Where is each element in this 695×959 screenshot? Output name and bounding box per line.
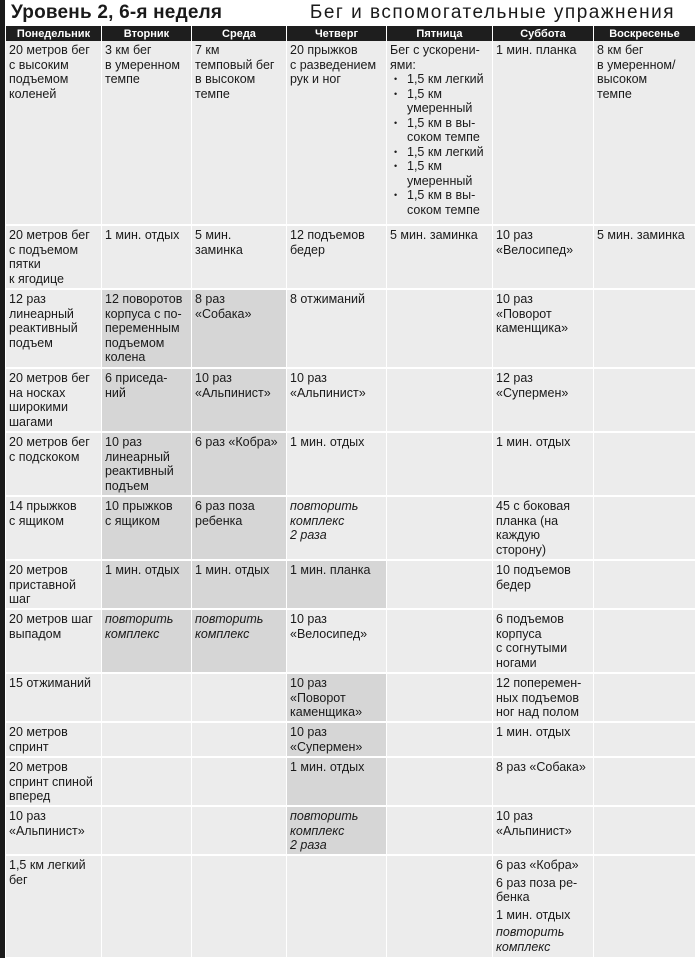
table-cell: 12 поперемен- ных подъемов ног над полом [493,673,594,722]
table-cell [192,722,287,757]
table-row [6,41,695,225]
table-cell [594,432,695,496]
table-cell: 6 раз «Кобра» [192,432,287,496]
table-cell [287,855,387,958]
table-cell [594,496,695,560]
table-cell: 1 мин. отдых [192,560,287,609]
table-cell: повторить комплекс [102,609,192,673]
table-cell [594,368,695,432]
table-row [6,496,695,560]
table-row [6,368,695,432]
table-cell: 20 метров приставной шаг [6,560,102,609]
header-friday: Пятница [387,26,493,41]
table-cell: 20 метров бег на носках широкими шагами [6,368,102,432]
table-cell: 10 раз «Альпинист» [192,368,287,432]
table-cell: повторить комплекс 2 раза [287,496,387,560]
table-cell: 10 раз «Супермен» [287,722,387,757]
table-cell: 3 км бег в умеренном темпе [102,41,192,225]
table-cell: 1 мин. отдых [287,757,387,806]
table-cell [102,722,192,757]
table-row [6,432,695,496]
table-cell: 10 прыжков с ящиком [102,496,192,560]
list-item: 1 мин. отдых [496,908,591,923]
table-cell: 8 раз «Собака» [493,757,594,806]
table-row [6,673,695,722]
table-cell [192,806,287,855]
table-row [6,806,695,855]
table-cell: 20 прыжков с разведением рук и ног [287,41,387,225]
table-cell: 10 раз «Велосипед» [493,225,594,289]
header-sunday: Воскресенье [594,26,695,41]
header-thursday: Четверг [287,26,387,41]
list-item: • 1,5 км в вы- соком темпе [390,188,490,217]
table-row [6,722,695,757]
table-cell: 20 метров шаг выпадом [6,609,102,673]
table-cell: 12 раз «Супермен» [493,368,594,432]
table-cell [192,855,287,958]
table-cell [594,560,695,609]
table-cell: повторить комплекс [192,609,287,673]
table-cell: 10 раз линеарный реактивный подъем [102,432,192,496]
intervals-list [390,72,490,217]
table-cell: 6 раз поза ребенка [192,496,287,560]
list-item: • 1,5 км в вы- соком темпе [390,116,490,145]
table-cell: повторить комплекс 2 раза [287,806,387,855]
table-cell: 10 раз «Альпинист» [6,806,102,855]
list-item: повторить комплекс [496,925,591,954]
table-cell [387,673,493,722]
table-cell [387,560,493,609]
table-cell [594,673,695,722]
table-cell: 8 раз «Собака» [192,289,287,368]
table-cell: 20 метров бег с подскоком [6,432,102,496]
page-title: Уровень 2, 6-я неделя [11,2,222,24]
table-cell: 12 раз линеарный реактивный подъем [6,289,102,368]
table-cell: 1 мин. отдых [102,560,192,609]
table-cell [594,722,695,757]
table-row [6,289,695,368]
table-cell: 15 отжиманий [6,673,102,722]
table-cell: 45 с боковая планка (на каждую сторону) [493,496,594,560]
table-cell: 10 раз «Велосипед» [287,609,387,673]
table-row [6,855,695,958]
table-cell [387,432,493,496]
table-cell: 1 мин. планка [287,560,387,609]
table-cell [102,757,192,806]
table-cell [594,806,695,855]
table-cell [594,609,695,673]
table-cell [102,855,192,958]
table-cell: 8 отжиманий [287,289,387,368]
list-item: • 1,5 км умеренный [390,159,490,188]
table-cell [192,673,287,722]
list-item: 6 раз «Кобра» [496,858,591,873]
list-item: • 1,5 км легкий [390,145,490,160]
header-saturday: Суббота [493,26,594,41]
table-cell [594,757,695,806]
table-cell: 5 мин. заминка [594,225,695,289]
header-tuesday: Вторник [102,26,192,41]
table-cell [387,289,493,368]
header-monday: Понедельник [6,26,102,41]
table-row [6,560,695,609]
table-cell: 5 мин. заминка [387,225,493,289]
table-row [6,757,695,806]
table-cell: 1 мин. отдых [493,432,594,496]
table-cell [387,855,493,958]
table-cell: 10 раз «Альпинист» [493,806,594,855]
header-row [6,26,695,41]
table-cell: 14 прыжков с ящиком [6,496,102,560]
table-cell: 1 мин. отдых [493,722,594,757]
table-cell: 6 подъемов корпуса с согнутыми ногами [493,609,594,673]
training-schedule-table [5,26,695,959]
page-subtitle: Бег и вспомогательные упражнения [310,2,675,24]
table-cell [192,757,287,806]
table-cell: 7 км темповый бег в высоком темпе [192,41,287,225]
table-cell [387,757,493,806]
list-item: • 1,5 км умеренный [390,87,490,116]
list-item: • 1,5 км легкий [390,72,490,87]
table-cell: 20 метров спринт [6,722,102,757]
table-cell: 20 метров спринт спиной вперед [6,757,102,806]
table-cell: 10 подъемов бедер [493,560,594,609]
table-cell [102,673,192,722]
table-cell [102,806,192,855]
table-cell: 10 раз «Поворот каменщика» [287,673,387,722]
header-wednesday: Среда [192,26,287,41]
table-cell: 6 приседа- ний [102,368,192,432]
table-cell: 12 поворотов корпуса с по- переменным подъемом колена [102,289,192,368]
table-cell: 5 мин. заминка [192,225,287,289]
saturday-final-cell [493,855,594,958]
table-cell [387,496,493,560]
title-bar [5,0,695,26]
table-cell: 20 метров бег с подъемом пятки к ягодице [6,225,102,289]
table-cell [387,806,493,855]
table-cell [594,289,695,368]
friday-intervals-cell [387,41,493,225]
table-cell: 8 км бег в умеренном/ высоком темпе [594,41,695,225]
table-cell: 12 подъемов бедер [287,225,387,289]
table-cell [387,722,493,757]
intervals-heading: Бег с ускорени- ями: [390,43,490,72]
table-cell: 1,5 км легкий бег [6,855,102,958]
table-row [6,609,695,673]
table-row [6,225,695,289]
list-item: 6 раз поза ре- бенка [496,876,591,905]
table-cell: 1 мин. отдых [102,225,192,289]
table-cell: 1 мин. отдых [287,432,387,496]
table-cell: 10 раз «Альпинист» [287,368,387,432]
table-cell: 20 метров бег с высоким подъемом коленей [6,41,102,225]
table-cell: 10 раз «Поворот каменщика» [493,289,594,368]
table-cell [594,855,695,958]
table-cell [387,609,493,673]
table-cell [387,368,493,432]
table-cell: 1 мин. планка [493,41,594,225]
